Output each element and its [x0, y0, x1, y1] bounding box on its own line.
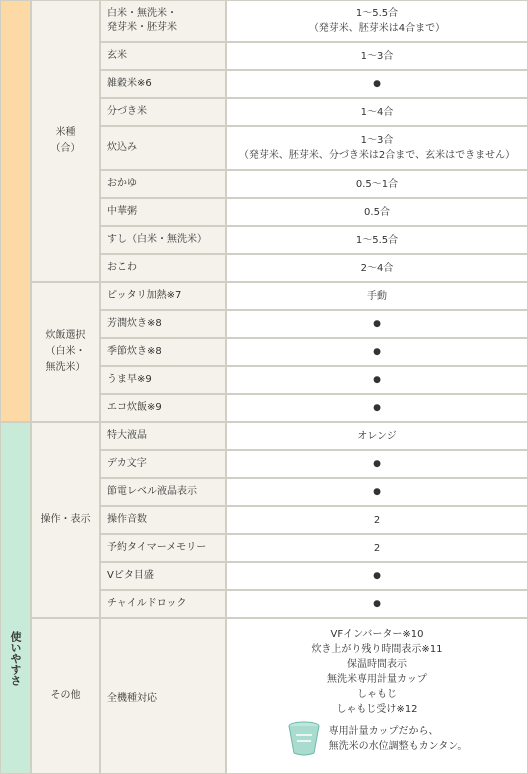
feature-cell [100, 394, 226, 422]
usability-label: 使いやすさ [9, 630, 22, 686]
feature-label: Vピタ目盛 [107, 570, 154, 581]
value-cell [226, 310, 528, 338]
group-cooking-select-label: 炊飯選択 （白米・ 無洗米） [45, 330, 86, 373]
bullet-mark: ● [373, 78, 381, 89]
feature-cell [100, 450, 226, 478]
value-cell [226, 0, 528, 42]
other-line: 炊き上がり残り時間表示※11 [311, 644, 443, 655]
feature-cell [100, 590, 226, 618]
bullet-mark: ● [373, 374, 381, 385]
feature-cell [100, 310, 226, 338]
group-operation-display [31, 422, 100, 618]
feature-cell [100, 198, 226, 226]
feature-cell [100, 534, 226, 562]
value-cell [226, 98, 528, 126]
value-label: 1～5.5合 [355, 234, 399, 246]
value-cell [226, 42, 528, 70]
value-label: 手動 [367, 290, 387, 302]
feature-label: おかゆ [107, 178, 137, 189]
bullet-mark: ● [373, 346, 381, 357]
group-rice-type [31, 0, 100, 282]
value-cell [226, 198, 528, 226]
value-label: 2～4合 [360, 262, 394, 274]
value-label: 1～3合 （発芽米、胚芽米、分づき米は2合まで、玄米はできません） [238, 135, 516, 161]
feature-label: 白米・無洗米・ 発芽米・胚芽米 [107, 8, 177, 33]
feature-cell [100, 562, 226, 590]
group-other [31, 618, 100, 774]
feature-cell [100, 98, 226, 126]
feature-label: ピッタリ加熱※7 [107, 290, 182, 301]
other-line: しゃもじ受け※12 [336, 704, 418, 715]
feature-cell [100, 170, 226, 198]
value-label: 0.5～1合 [355, 178, 399, 190]
group-cooking-select [31, 282, 100, 422]
other-lines [311, 627, 442, 717]
other-line: VFインバーター※10 [330, 629, 424, 640]
value-cell [226, 366, 528, 394]
measuring-cup-icon [287, 721, 321, 757]
other-feature-label: 全機種対応 [107, 692, 157, 704]
feature-cell [100, 70, 226, 98]
feature-label: 特大液晶 [107, 430, 147, 441]
other-value-cell [226, 618, 528, 774]
feature-cell [100, 282, 226, 310]
value-cell [226, 478, 528, 506]
feature-label: 節電レベル液晶表示 [107, 486, 197, 497]
other-line: 保温時間表示 [346, 659, 407, 670]
feature-cell [100, 126, 226, 170]
feature-label: チャイルドロック [107, 598, 187, 609]
value-cell [226, 254, 528, 282]
value-cell [226, 590, 528, 618]
value-cell [226, 450, 528, 478]
value-label: 0.5合 [364, 206, 390, 218]
feature-cell [100, 338, 226, 366]
feature-label: おこわ [107, 262, 137, 273]
value-cell [226, 70, 528, 98]
value-cell [226, 562, 528, 590]
feature-cell [100, 42, 226, 70]
feature-label: うま早※9 [107, 374, 152, 385]
value-cell [226, 338, 528, 366]
value-cell [226, 170, 528, 198]
group-rice-type-label: 米種 （合） [50, 127, 81, 154]
feature-label: デカ文字 [107, 458, 147, 469]
value-label: オレンジ [357, 430, 397, 442]
feature-cell [100, 226, 226, 254]
feature-label: 玄米 [107, 50, 127, 61]
value-cell [226, 226, 528, 254]
feature-cell [100, 254, 226, 282]
feature-label: 操作音数 [107, 514, 147, 525]
bullet-mark: ● [373, 402, 381, 413]
value-label: 1～5.5合 （発芽米、胚芽米は4合まで） [308, 8, 446, 34]
cup-note-text: 専用計量カップだから、 無洗米の水位調整もカンタン。 [328, 726, 468, 752]
value-cell [226, 422, 528, 450]
value-cell [226, 394, 528, 422]
category-bar-usability [0, 422, 31, 774]
feature-cell [100, 366, 226, 394]
value-cell [226, 506, 528, 534]
group-operation-display-label: 操作・表示 [40, 514, 91, 525]
feature-cell [100, 422, 226, 450]
cup-note-block [287, 721, 468, 757]
value-label: 1～3合 [360, 50, 394, 62]
bullet-mark: ● [373, 598, 381, 609]
feature-label: 季節炊き※8 [107, 346, 162, 357]
value-cell [226, 534, 528, 562]
feature-cell [100, 506, 226, 534]
bullet-mark: ● [373, 486, 381, 497]
bullet-mark: ● [373, 458, 381, 469]
feature-label: 予約タイマーメモリー [107, 542, 207, 553]
other-line: しゃもじ [356, 689, 397, 700]
feature-label: エコ炊飯※9 [107, 402, 162, 413]
feature-label: 分づき米 [107, 106, 147, 117]
value-label: 2 [373, 542, 381, 554]
bullet-mark: ● [373, 318, 381, 329]
feature-label: 芳潤炊き※8 [107, 318, 162, 329]
feature-cell [100, 478, 226, 506]
feature-label: 中華粥 [107, 206, 137, 217]
value-label: 1～4合 [360, 106, 394, 118]
value-cell [226, 282, 528, 310]
feature-cell [100, 0, 226, 42]
value-label: 2 [373, 514, 381, 526]
category-bar-cooking [0, 0, 31, 422]
feature-label: 雑穀米※6 [107, 78, 152, 89]
feature-label: 炊込み [107, 142, 137, 153]
other-line: 無洗米専用計量カップ [327, 674, 427, 685]
other-feature-cell [100, 618, 226, 774]
bullet-mark: ● [373, 570, 381, 581]
feature-label: すし（白米・無洗米） [107, 234, 207, 245]
value-cell [226, 126, 528, 170]
group-other-label: その他 [50, 690, 81, 701]
